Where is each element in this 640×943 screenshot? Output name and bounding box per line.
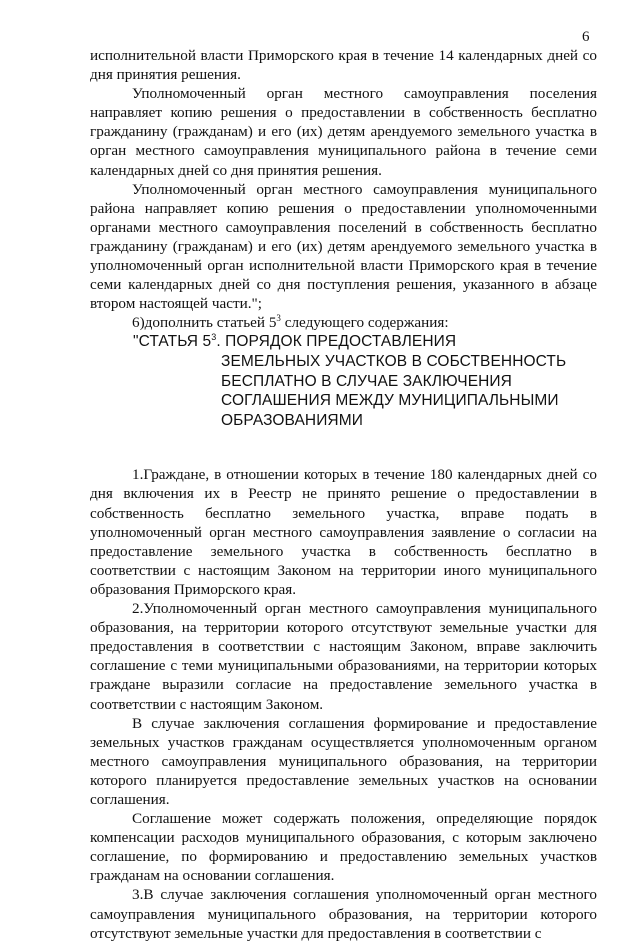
article-title-line-1: "СТАТЬЯ $5^3$. ПОРЯДОК ПРЕДОСТАВЛЕНИЯ: [133, 332, 457, 351]
article-title-line-5: ОБРАЗОВАНИЯМИ: [221, 411, 363, 429]
article-title: [90, 332, 597, 430]
paragraph-district-notice: Уполномоченный орган местного самоуправления муниципального района направляет копию решения о предоставлении уполномоченными органами местного самоуправления поселений в собственность бесплатно гражданину (гражданам) и его (их) детям арендуемого земельного участка в уполномоченный орган исполнительной власти Приморского края в течение семи календарных дней со дня поступления решения, указанного в абзаце втором настоящей части.";: [90, 180, 597, 313]
amendment-superscript: 3: [276, 313, 281, 324]
article-title-superscript: 3: [211, 332, 217, 343]
article-paragraph-agreement: В случае заключения соглашения формирование и предоставление земельных участков гражданам осуществляется уполномоченным органом местного самоуправления муниципального образования, на территории которого планируется предоставление земельных участков на основании соглашения.: [90, 714, 597, 808]
article-paragraph-2: 2.Уполномоченный орган местного самоуправления муниципального образования, на территории которого отсутствуют земельные участки для предоставления в соответствии с настоящим Законом, вправе заключить соглашение с теми муниципальными образованиями, на территории которых граждане выразили согласие на предоставление земельного участка в соответствии с настоящим Законом.: [90, 600, 597, 713]
amendment-suffix: следующего содержания:: [280, 314, 449, 332]
article-paragraph-3: 3.В случае заключения соглашения уполномоченный орган местного самоуправления муниципального образования, на территории которого отсутствуют земельные участки для предоставления в соответствии с: [90, 886, 597, 942]
article-title-line-3: БЕСПЛАТНО В СЛУЧАЕ ЗАКЛЮЧЕНИЯ: [221, 372, 512, 390]
spacer: [90, 430, 597, 465]
article-paragraph-1: 1.Граждане, в отношении которых в течение 180 календарных дней со дня включения их в Реестр не принято решение о предоставлении в собственность бесплатно земельного участка, вправе подать в уполномоченный орган местного самоуправления заявление о согласии на предоставление земельного участка в собственность бесплатно в соответствии с настоящим Законом на территории иного муниципального образования Приморского края.: [90, 466, 597, 598]
article-title-line-2: ЗЕМЕЛЬНЫХ УЧАСТКОВ В СОБСТВЕННОСТЬ: [221, 353, 567, 370]
article-title-line-4: СОГЛАШЕНИЯ МЕЖДУ МУНИЦИПАЛЬНЫМИ: [221, 392, 559, 410]
paragraph-continuation: исполнительной власти Приморского края в течение 14 календарных дней со дня принятия решения.: [90, 47, 597, 84]
page-number: 6: [582, 29, 590, 45]
paragraph-settlement-notice: Уполномоченный орган местного самоуправления поселения направляет копию решения о предоставлении в собственность бесплатно гражданину (гражданам) и его (их) детям арендуемого земельного участка в орган местного самоуправления муниципального района в течение семи календарных дней со дня принятия решения.: [90, 85, 597, 179]
article-paragraph-compensation: Соглашение может содержать положения, определяющие порядок компенсации расходов муниципального образования, с которым заключено соглашение, по формированию и предоставлению земельных участков гражданам на основании соглашения.: [90, 810, 597, 885]
document-body: [90, 46, 597, 943]
amendment-prefix: 6)дополнить статьей 5: [132, 314, 277, 332]
amendment-item: [90, 313, 597, 332]
